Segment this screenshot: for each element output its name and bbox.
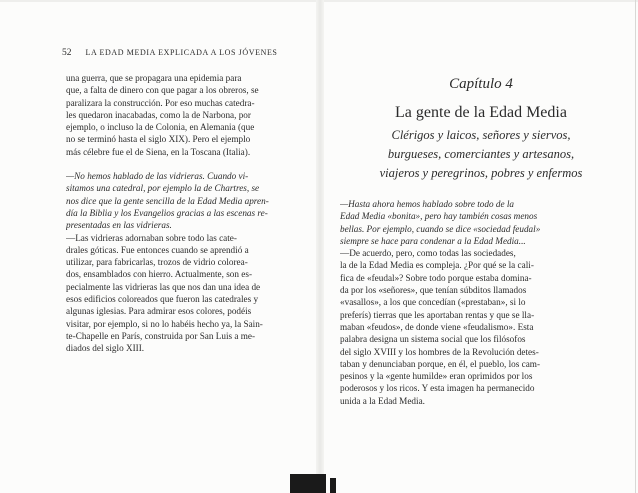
text-line: Edad Media «bonita», pero hay también cosas menos xyxy=(340,211,538,222)
scan-edge-mark xyxy=(330,478,336,493)
text-line: siempre se hace para condenar a la Edad Media... xyxy=(340,235,526,246)
text-line: más célebre fue el de Siena, en la Toscana (Italia). xyxy=(66,146,251,157)
text-line: «vasallos», a los que concedían («prestaban», si lo xyxy=(340,297,526,308)
text-line: sitamos una catedral, por ejemplo la de Chartres, se xyxy=(66,183,260,194)
text-line: pesinos y la «gente humilde» eran oprimidos por los xyxy=(340,371,533,382)
text-line: día la Biblia y los Evangelios gracias a las escenas re- xyxy=(66,207,268,218)
scan-edge-mark xyxy=(290,474,326,493)
text-line: maban «feudos», de donde viene «feudalismo». Esta xyxy=(340,321,534,332)
running-head xyxy=(62,48,278,58)
text-line: visitar, por ejemplo, si no lo habéis hecho ya, la Sain- xyxy=(66,318,263,329)
subtitle-line: Clérigos y laicos, señores y siervos, xyxy=(391,128,571,142)
chapter-title: La gente de la Edad Media xyxy=(395,104,567,121)
right-body-text xyxy=(340,198,610,407)
text-line: drales góticas. Fue entonces cuando se aprendió a xyxy=(66,244,249,255)
chapter-subtitle xyxy=(324,126,638,183)
text-line: dos, ensamblados con hierro. Actualmente, son es- xyxy=(66,269,253,280)
text-line: les quedaron inacabadas, como la de Narbona, por xyxy=(66,109,251,120)
text-line: esos edificios coloreados que fueron las catedrales y xyxy=(66,294,259,305)
running-head-title: LA EDAD MEDIA EXPLICADA A LOS JÓVENES xyxy=(85,48,278,57)
text-line: utilizar, para fabricarlas, trozos de vidrio colorea- xyxy=(66,257,248,268)
text-line: pecialmente las vidrieras las que nos dan una idea de xyxy=(66,281,261,292)
right-page xyxy=(324,0,638,493)
text-line: la de la Edad Media es compleja. ¿Por qué se la cali- xyxy=(340,260,534,271)
text-line: —Las vidrieras adornaban sobre todo las cate- xyxy=(66,232,237,243)
text-line: nos dice que la gente sencilla de la Edad Media apren- xyxy=(66,195,269,206)
text-line: —Hasta ahora hemos hablado sobre todo de la xyxy=(340,199,514,209)
text-line: que, a falta de dinero con que pagar a los obreros, se xyxy=(66,85,259,96)
text-line: poderosos y los ricos. Y esta imagen ha permanecido xyxy=(340,383,535,394)
paragraph-gap xyxy=(66,158,294,170)
left-body-text xyxy=(66,72,294,355)
text-line: presentadas en las vidrieras. xyxy=(66,220,172,231)
text-line: ejemplo, o incluso la de Colonia, en Alemania (que xyxy=(66,122,255,133)
text-line: no se terminó hasta el siglo XIX). Pero el ejemplo xyxy=(66,134,251,145)
text-line: —No hemos hablado de las vidrieras. Cuando vi- xyxy=(66,171,249,182)
text-line: diados del siglo XIII. xyxy=(66,343,145,354)
text-line: da por los «señores», que tenían súbditos llamados xyxy=(340,285,527,296)
text-line: te-Chapelle en París, construida por San Luis a me- xyxy=(66,330,256,341)
text-line: una guerra, que se propagara una epidemia para xyxy=(66,73,242,83)
text-line: fica de «feudal»? Sobre todo porque estaba domina- xyxy=(340,272,532,283)
text-line: bellas. Por ejemplo, cuando se dice «sociedad feudal» xyxy=(340,223,541,234)
text-line: taban y denunciaban porque, en él, el pueblo, los cam- xyxy=(340,358,541,369)
subtitle-line: burgueses, comerciantes y artesanos, xyxy=(387,147,575,161)
text-line: palabra designa un sistema social que los filósofos xyxy=(340,334,526,345)
page-number: 52 xyxy=(62,48,72,58)
text-line: unida a la Edad Media. xyxy=(340,395,425,406)
text-line: —De acuerdo, pero, como todas las sociedades, xyxy=(340,248,516,259)
text-line: preferís) tierras que les aportaban rentas y que se lla- xyxy=(340,309,535,320)
book-gutter xyxy=(316,0,324,493)
subtitle-line: viajeros y peregrinos, pobres y enfermos xyxy=(379,166,583,180)
left-page xyxy=(0,0,316,493)
text-line: algunas iglesias. Para admirar esos colores, podéis xyxy=(66,306,252,317)
text-line: del siglo XVIII y los hombres de la Revolución detes- xyxy=(340,346,539,357)
text-line: paralizara la construcción. Por eso muchas catedra- xyxy=(66,97,255,108)
chapter-label: Capítulo 4 xyxy=(449,76,513,92)
